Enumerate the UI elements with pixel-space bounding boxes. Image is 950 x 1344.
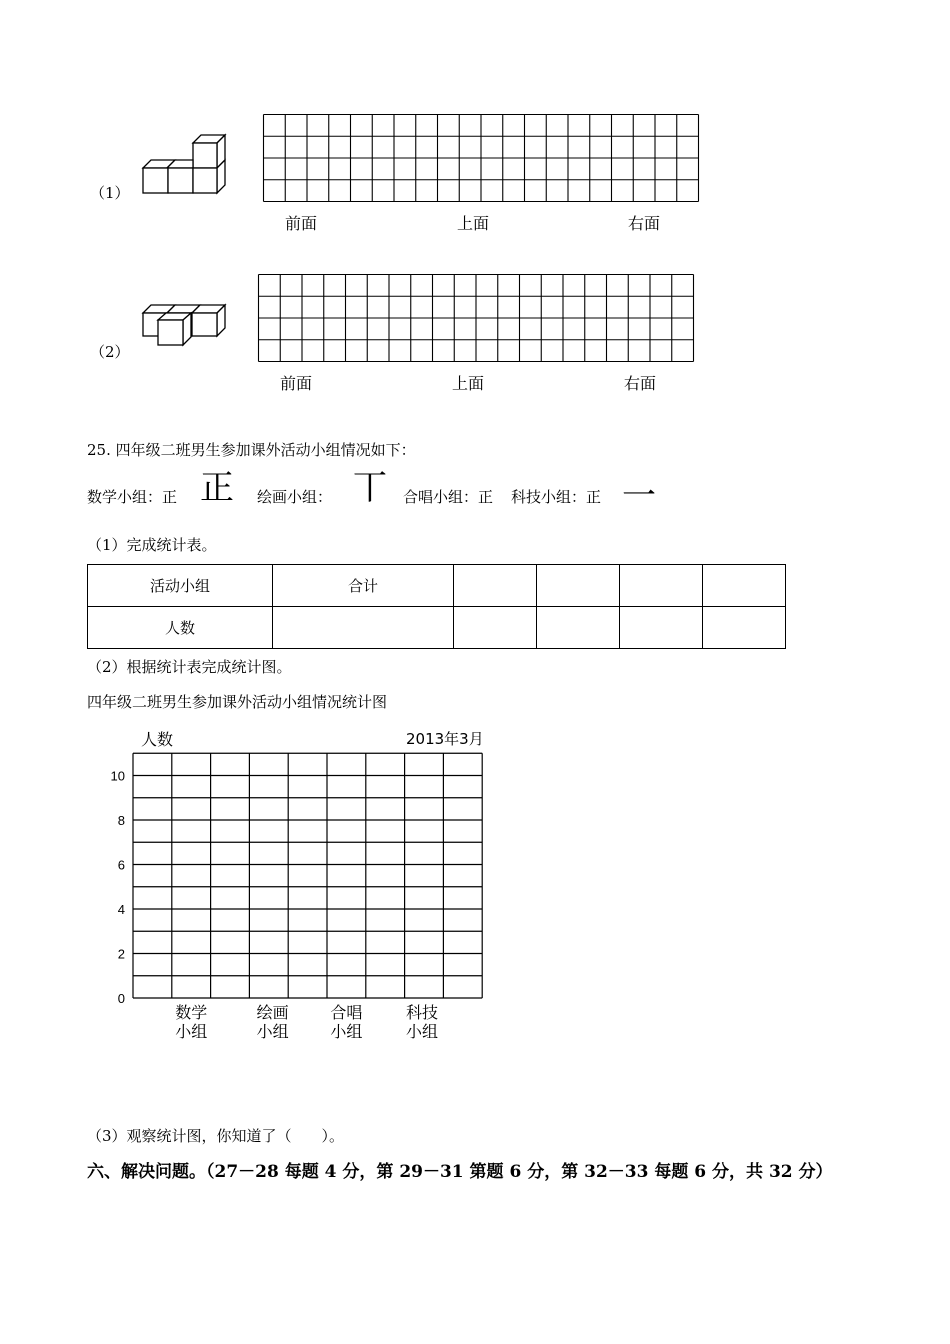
table-cell-blank[interactable] [454,607,537,649]
math-group-tally-extra: 正 [200,468,234,508]
table-cell-blank[interactable] [537,607,620,649]
drawing-grid-2[interactable] [258,274,694,362]
choir-group-label: 合唱小组：正 [403,488,494,506]
top-view-label-1: 上面 [457,214,490,233]
part2-instruction: （2）根据统计表完成统计图。 [87,658,292,676]
draw-group-tally: 丅 [353,468,387,508]
table-cell-blank[interactable] [703,607,786,649]
x-category-label: 合唱 [330,1003,363,1022]
x-category-label: 小组 [406,1022,439,1041]
top-view-label-2: 上面 [452,374,485,393]
x-category-label: 绘画 [256,1003,289,1022]
x-category-label: 小组 [330,1022,363,1041]
chart-y-axis-label: 人数 [141,730,174,749]
right-view-label-1: 右面 [628,214,661,233]
part-1-label: （1） [90,184,130,202]
right-view-label-2: 右面 [624,374,657,393]
table-cell-blank[interactable] [620,607,703,649]
part3-question: （3）观察统计图，你知道了（ ）。 [87,1127,345,1145]
section-6-heading: 六、解决问题。（27－28 每题 4 分，第 29－31 第题 6 分，第 32－33 每题 6 分，共 32 分） [87,1162,833,1182]
table-row [88,565,786,607]
x-category-label: 小组 [175,1022,208,1041]
table-cell: 合计 [273,565,454,607]
statistics-table [87,564,786,649]
table-cell-blank[interactable] [703,565,786,607]
q25-title: 25. 四年级二班男生参加课外活动小组情况如下： [87,441,416,459]
y-tick-label: 10 [110,768,125,784]
cube-figure-1 [140,130,235,200]
table-cell-blank[interactable] [273,607,454,649]
front-view-label-2: 前面 [280,374,313,393]
tech-group-label: 科技小组：正 [511,488,602,506]
table-row [88,607,786,649]
table-cell-blank[interactable] [620,565,703,607]
part1-instruction: （1）完成统计表。 [87,536,217,554]
math-group-label: 数学小组：正 [87,488,178,506]
x-category-label: 数学 [175,1003,208,1022]
table-cell-blank[interactable] [537,565,620,607]
x-category-label: 小组 [256,1022,289,1041]
chart-title: 四年级二班男生参加课外活动小组情况统计图 [87,693,388,711]
tech-group-tally-extra: 一 [622,476,656,516]
y-tick-label: 6 [117,857,125,873]
table-cell-blank[interactable] [454,565,537,607]
table-cell: 活动小组 [88,565,273,607]
y-tick-label: 2 [117,946,125,962]
table-cell: 人数 [88,607,273,649]
y-tick-label: 8 [117,813,125,828]
draw-group-label: 绘画小组： [257,488,333,506]
cube-figure-2 [140,295,235,350]
bar-chart-grid[interactable] [100,740,500,1050]
drawing-grid-1[interactable] [263,114,699,202]
x-category-label: 科技 [406,1003,439,1022]
chart-date: 2013年3月 [406,730,484,748]
front-view-label-1: 前面 [285,214,318,233]
y-tick-label: 0 [117,991,125,1006]
y-tick-label: 4 [117,902,125,917]
part-2-label: （2） [90,343,130,361]
